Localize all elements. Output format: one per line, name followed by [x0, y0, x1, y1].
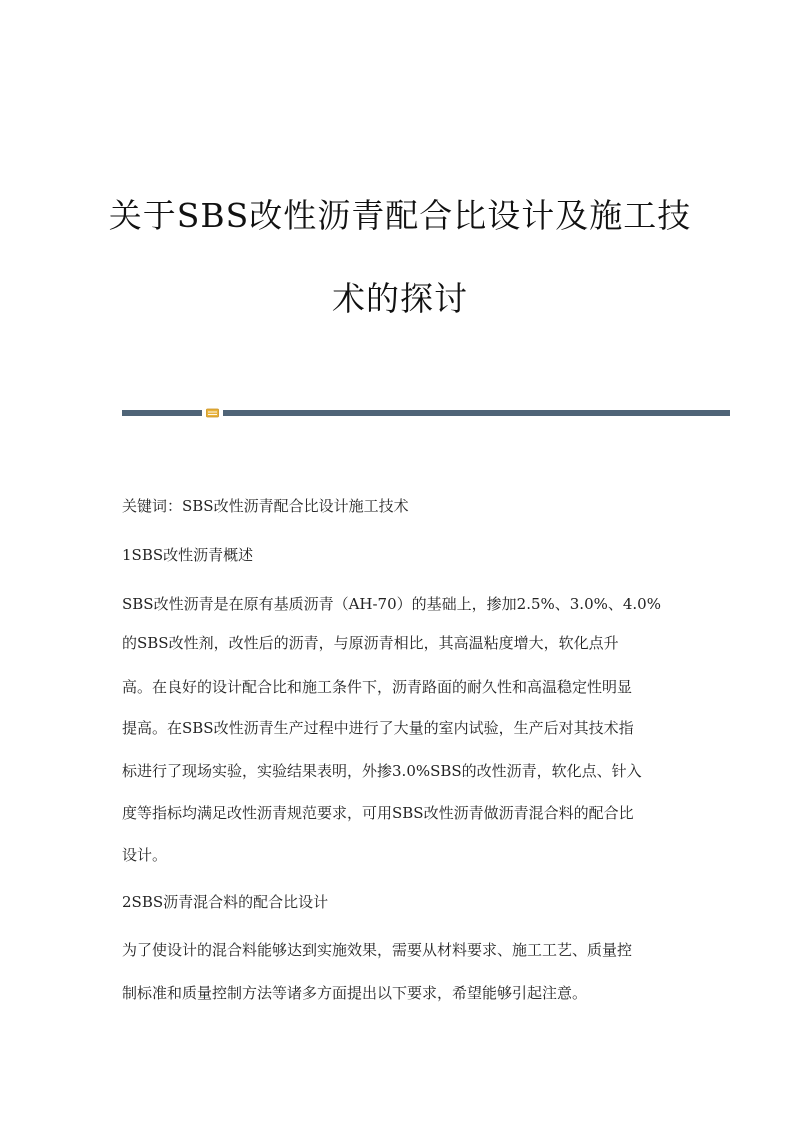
section-1-line: 设计。	[122, 846, 168, 864]
section-1-line: 提高。在SBS改性沥青生产过程中进行了大量的室内试验，生产后对其技术指	[122, 719, 634, 737]
section-2-heading: 2SBS沥青混合料的配合比设计	[122, 893, 329, 911]
divider-bar-right	[223, 410, 730, 416]
keywords-line: 关键词：SBS改性沥青配合比设计施工技术	[122, 497, 409, 515]
title-divider	[122, 408, 730, 417]
section-2-line: 为了使设计的混合料能够达到实施效果，需要从材料要求、施工工艺、质量控	[122, 941, 633, 959]
divider-bar-left	[122, 410, 202, 416]
section-2-line: 制标准和质量控制方法等诸多方面提出以下要求，希望能够引起注意。	[122, 984, 588, 1002]
section-1-line: 度等指标均满足改性沥青规范要求，可用SBS改性沥青做沥青混合料的配合比	[122, 804, 634, 822]
section-1-heading: 1SBS改性沥青概述	[122, 546, 254, 564]
document-title-line-2: 术的探讨	[332, 279, 468, 318]
document-emblem-icon	[206, 408, 219, 418]
section-1-line: SBS改性沥青是在原有基质沥青（AH-70）的基础上，掺加2.5%、3.0%、4.0%	[122, 595, 661, 613]
section-1-line: 的SBS改性剂，改性后的沥青，与原沥青相比，其高温粘度增大，软化点升	[122, 634, 619, 652]
section-1-line: 高。在良好的设计配合比和施工条件下，沥青路面的耐久性和高温稳定性明显	[122, 678, 633, 696]
document-title-line-1: 关于SBS改性沥青配合比设计及施工技	[108, 196, 692, 235]
section-1-line: 标进行了现场实验，实验结果表明，外掺3.0%SBS的改性沥青，软化点、针入	[122, 762, 642, 780]
